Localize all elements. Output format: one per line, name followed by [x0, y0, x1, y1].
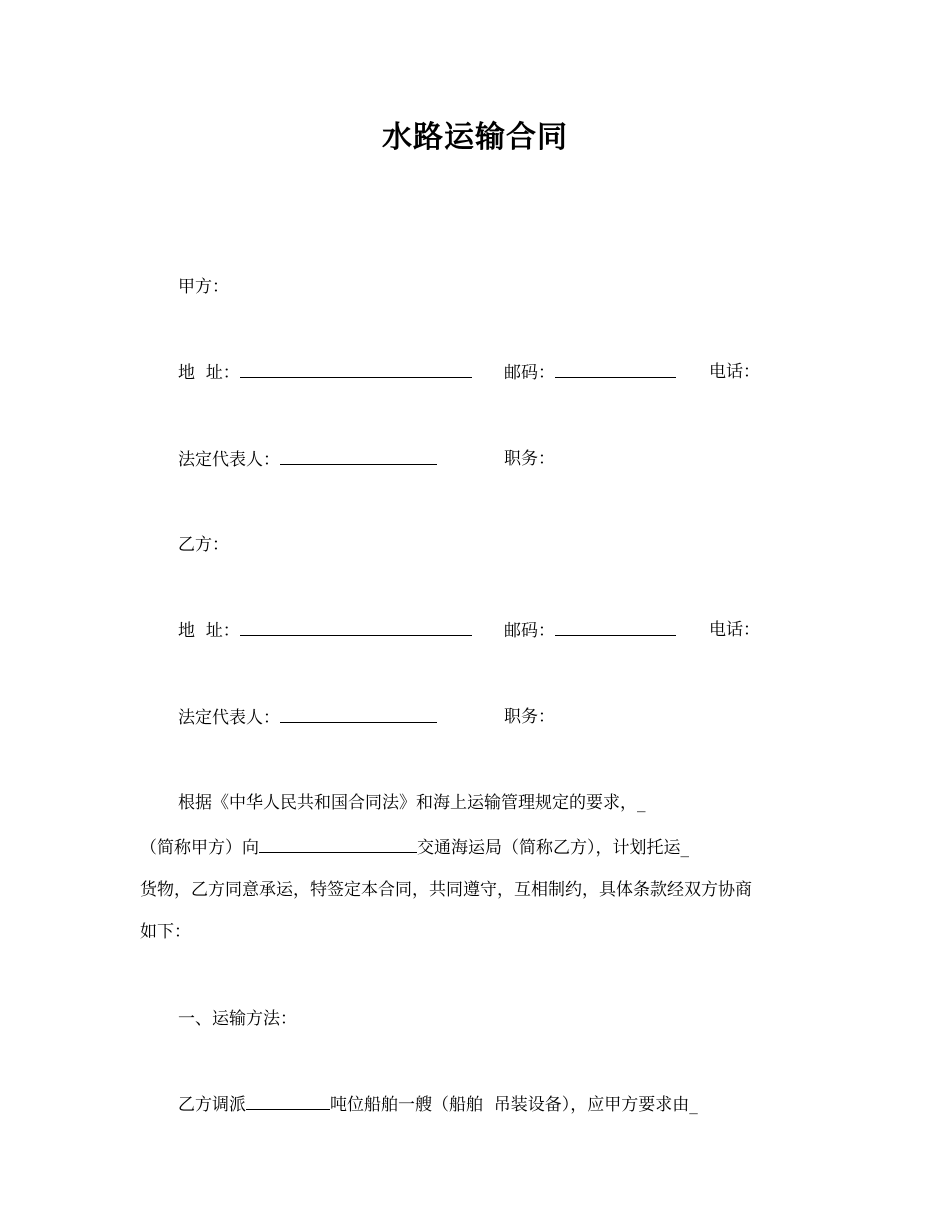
- party-a-address-row: [178, 361, 472, 384]
- party-b-address-label: 地 址：: [178, 621, 240, 641]
- document-title: 水路运输合同: [382, 120, 568, 155]
- section-1-line-1a: 乙方调派: [178, 1095, 246, 1115]
- section-1-heading: 一、运输方法：: [178, 1009, 297, 1029]
- party-b-zip-blank[interactable]: [555, 619, 676, 636]
- party-b-position-label: 职务：: [504, 707, 555, 727]
- party-a-zip-label: 邮码：: [504, 363, 555, 383]
- preamble-line-2: [140, 836, 689, 859]
- section-1-line-1b: 吨位船舶一艘（船舶 吊装设备），应甲方要求由_: [330, 1095, 698, 1115]
- party-b-label: 乙方：: [178, 535, 229, 555]
- party-b-zip-row: [504, 619, 676, 642]
- party-a-zip-row: [504, 361, 676, 384]
- party-b-rep-blank[interactable]: [280, 706, 437, 723]
- preamble-line-4: 如下：: [140, 922, 191, 942]
- party-b-rep-row: [178, 706, 437, 729]
- party-a-position-label: 职务：: [504, 449, 555, 469]
- party-a-address-blank[interactable]: [240, 361, 472, 378]
- party-b-zip-label: 邮码：: [504, 621, 555, 641]
- preamble-line-2a: （简称甲方）向: [140, 838, 259, 858]
- party-b-address-blank[interactable]: [240, 619, 472, 636]
- party-a-address-label: 地 址：: [178, 363, 240, 383]
- tonnage-blank[interactable]: [246, 1093, 330, 1110]
- preamble-line-1: 根据《中华人民共和国合同法》和海上运输管理规定的要求，_: [178, 793, 646, 813]
- party-b-address-row: [178, 619, 472, 642]
- party-a-rep-blank[interactable]: [280, 448, 437, 465]
- section-1-line-1: [178, 1093, 698, 1116]
- party-a-zip-blank[interactable]: [555, 361, 676, 378]
- party-a-phone-label: 电话：: [709, 362, 760, 382]
- party-b-phone-label: 电话：: [709, 620, 760, 640]
- party-b-rep-label: 法定代表人：: [178, 708, 280, 728]
- preamble-carrier-blank[interactable]: [259, 836, 417, 853]
- party-a-rep-row: [178, 448, 437, 471]
- preamble-line-3: 货物，乙方同意承运，特签定本合同，共同遵守，互相制约，具体条款经双方协商: [140, 880, 752, 900]
- preamble-line-2b: 交通海运局（简称乙方），计划托运_: [417, 838, 689, 858]
- party-a-label: 甲方：: [178, 277, 229, 297]
- party-a-rep-label: 法定代表人：: [178, 450, 280, 470]
